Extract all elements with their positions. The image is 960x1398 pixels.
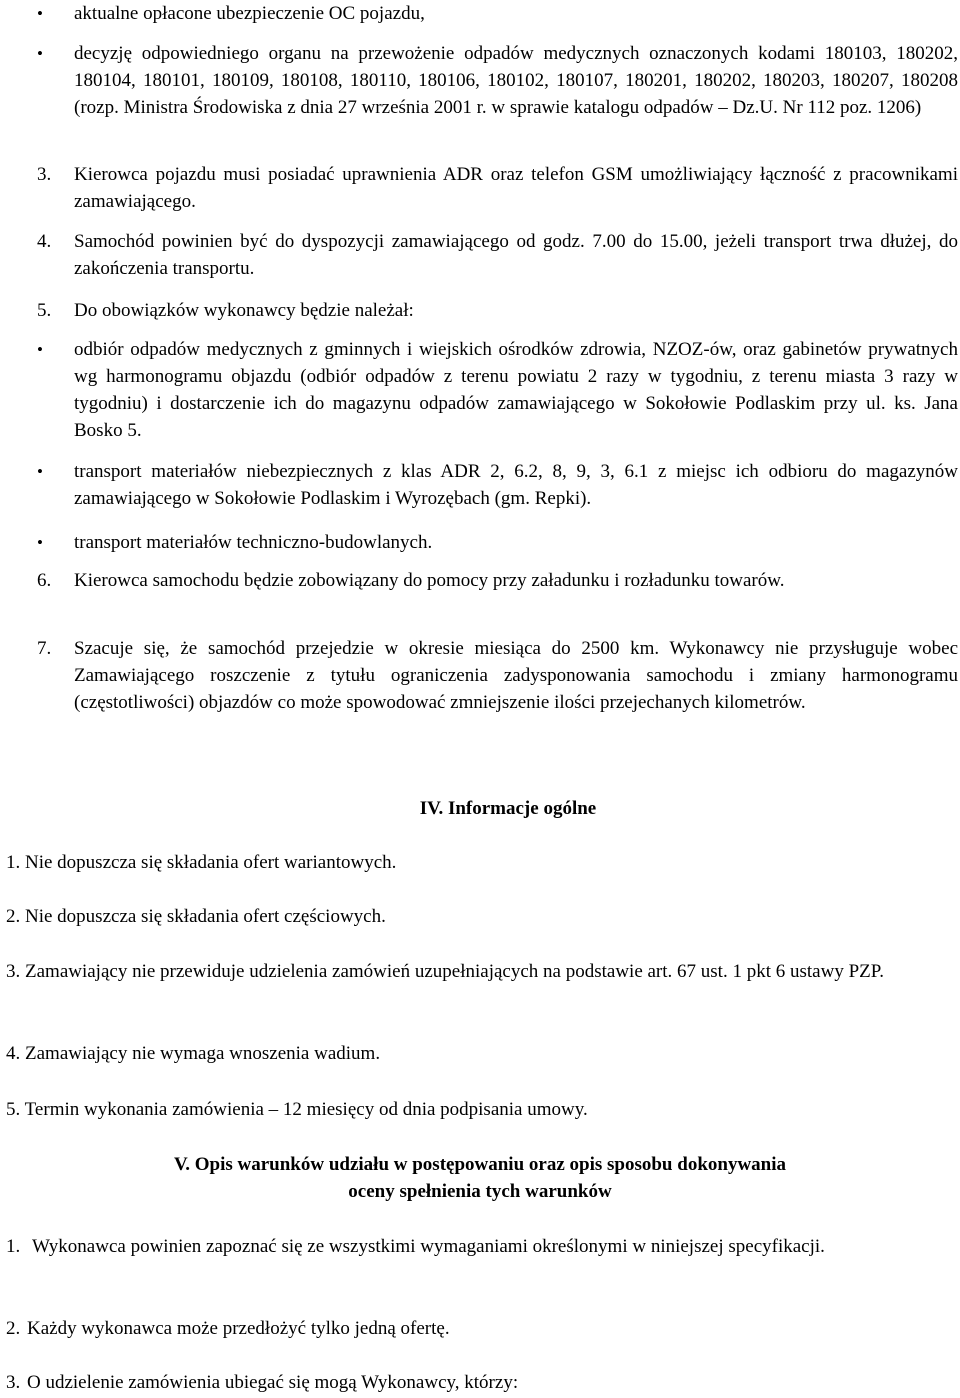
bullet-marker: • [37,462,43,481]
section-v-heading-line2: oceny spełnienia tych warunków [348,1181,612,1202]
info-item: 1. Nie dopuszcza się składania ofert wariantowych. [6,852,397,873]
item-number: 5. [37,300,52,321]
item-number: 3. [6,1372,21,1393]
list-item-text: transport materiałów techniczno-budowlanych. [74,532,433,553]
info-item: 4. Zamawiający nie wymaga wnoszenia wadium. [6,1043,381,1064]
section-iv-heading: IV. Informacje ogólne [419,798,597,819]
list-item-text: odbiór odpadów medycznych z gminnych i wiejskich ośrodków zdrowia, NZOZ-ów, oraz gabinetów prywatnych wg harmonogramu objazdu (odbiór odpadów z terenu powiatu 2 razy w tygodniu, z terenu miasta 3 razy w tygodniu) i dostarczenie ich do magazynu odpadów zamawiającego w Sokołowie Podlaskim przy ul. ks. Jana Bosko 5. [74,339,958,441]
item-number: 2. [6,1318,21,1339]
list-item-text: decyzję odpowiedniego organu na przewożenie odpadów medycznych oznaczonych kodami 180103, 180202, 180104, 180101, 180109, 180108, 180110, 180106, 180102, 180107, 180201, 180202, 180203, 180207, 180208 (rozp. Ministra Środowiska z dnia 27 września 2001 r. w sprawie katalogu odpadów – Dz.U. Nr 112 poz. 1206) [74,43,958,118]
section-v-heading [0,1151,960,1205]
bullet-marker: • [37,4,43,23]
list-item-text: O udzielenie zamówienia ubiegać się mogą Wykonawcy, którzy: [27,1372,519,1393]
list-item-text: Do obowiązków wykonawcy będzie należał: [74,300,414,321]
section-v-heading-line1: V. Opis warunków udziału w postępowaniu oraz opis sposobu dokonywania [173,1154,787,1175]
list-item-text: transport materiałów niebezpiecznych z klas ADR 2, 6.2, 8, 9, 3, 6.1 z miejsc ich odbioru do magazynów zamawiającego w Sokołowie Podlaskim i Wyrozębach (gm. Repki). [74,461,958,509]
list-item-text: Wykonawca powinien zapoznać się ze wszystkimi wymaganiami określonymi w niniejszej specyfikacji. [32,1236,825,1257]
item-number: 3. [37,164,52,185]
item-number: 7. [37,638,52,659]
bullet-marker: • [37,533,43,552]
list-item-text: Samochód powinien być do dyspozycji zamawiającego od godz. 7.00 do 15.00, jeżeli transport trwa dłużej, do zakończenia transportu. [74,231,958,279]
info-item: 3. Zamawiający nie przewiduje udzielenia zamówień uzupełniających na podstawie art. 67 ust. 1 pkt 6 ustawy PZP. [6,961,884,982]
list-item-text: Szacuje się, że samochód przejedzie w okresie miesiąca do 2500 km. Wykonawcy nie przysługuje wobec Zamawiającego roszczenie z tytułu ograniczenia zadysponowania samochodu i zmiany harmonogramu (częstotliwości) objazdów co może spowodować zmniejszenie ilości przejechanych kilometrów. [74,638,958,713]
item-number: 4. [37,231,52,252]
list-item-text: Kierowca pojazdu musi posiadać uprawnienia ADR oraz telefon GSM umożliwiający łączność z pracownikami zamawiającego. [74,164,958,212]
item-number: 1. [6,1236,21,1257]
info-item: 2. Nie dopuszcza się składania ofert częściowych. [6,906,386,927]
list-item-text: Kierowca samochodu będzie zobowiązany do pomocy przy załadunku i rozładunku towarów. [74,570,785,591]
list-item-text: Każdy wykonawca może przedłożyć tylko jedną ofertę. [27,1318,450,1339]
bullet-marker: • [37,44,43,63]
item-number: 6. [37,570,52,591]
bullet-marker: • [37,340,43,359]
list-item-text: aktualne opłacone ubezpieczenie OC pojazdu, [74,3,425,24]
info-item: 5. Termin wykonania zamówienia – 12 miesięcy od dnia podpisania umowy. [6,1099,588,1120]
